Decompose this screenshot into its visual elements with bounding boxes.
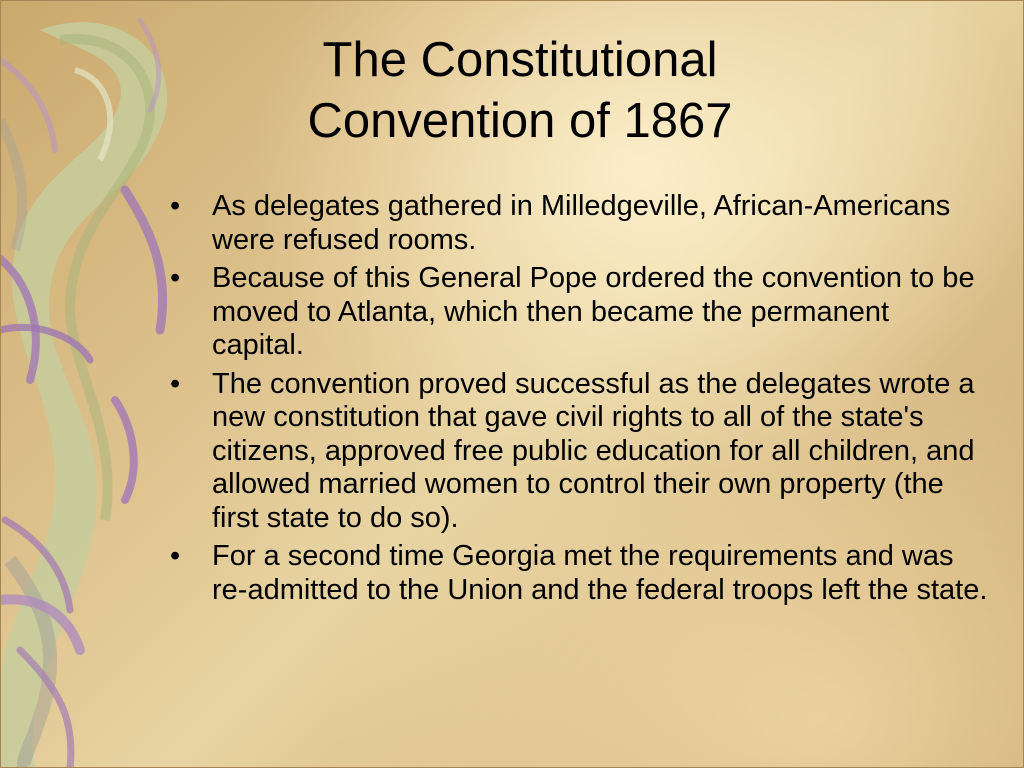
bullet-text: Because of this General Pope ordered the convention to be moved to Atlanta, which then became the permanent capital. (212, 262, 975, 361)
bullet-marker: • (170, 262, 181, 294)
bullet-item (168, 368, 988, 536)
slide-title-line-2: Convention of 1867 (307, 94, 733, 148)
bullet-marker: • (170, 190, 181, 222)
bullet-item (168, 190, 988, 257)
bullet-item (168, 262, 988, 363)
bullet-list (168, 190, 988, 612)
bullet-text: The convention proved successful as the delegates wrote a new constitution that gave civil rights to all of the state's citizens, approved free public education for all children, and allowed married women to control their own property (the first state to do so). (212, 367, 975, 534)
bullet-marker: • (170, 367, 181, 400)
bullet-text: As delegates gathered in Milledgeville, African-Americans were refused rooms. (212, 190, 951, 256)
slide-title-line-1: The Constitutional (322, 33, 718, 87)
bullet-marker: • (170, 540, 181, 572)
bullet-text: For a second time Georgia met the requirements and was re-admitted to the Union and the federal troops left the state. (212, 540, 988, 606)
bullet-item (168, 540, 988, 607)
slide-title (200, 30, 840, 152)
